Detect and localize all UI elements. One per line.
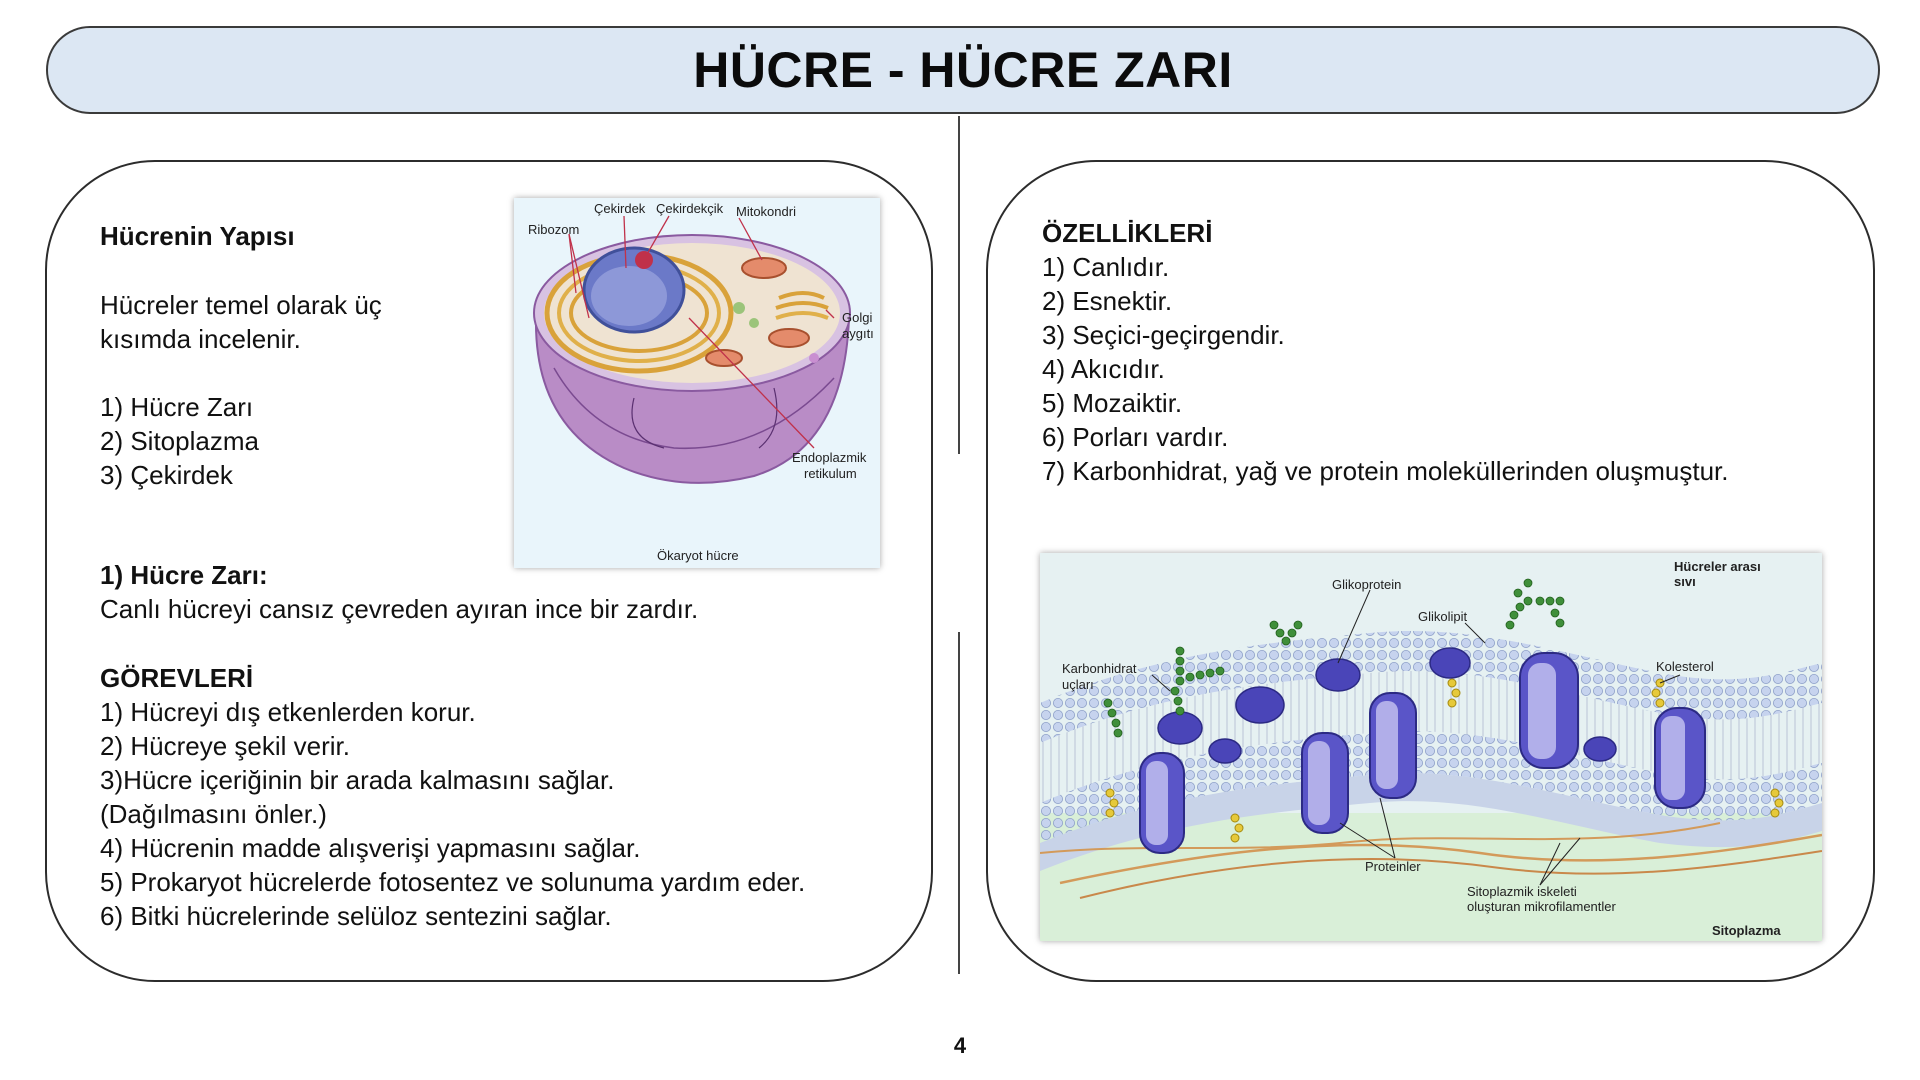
label-cytoskeleton-2: oluşturan mikrofilamentler [1467, 899, 1616, 914]
duties-heading: GÖREVLERİ [100, 663, 254, 693]
label-er: Endoplazmik [792, 450, 867, 465]
label-er-2: retikulum [804, 466, 857, 481]
center-divider-bottom [958, 632, 960, 974]
property-item: 2) Esnektir. [1042, 286, 1173, 316]
label-extracellular: Hücreler arası [1674, 559, 1761, 574]
intro-line-2: kısımda incelenir. [100, 324, 301, 354]
label-proteins: Proteinler [1365, 859, 1421, 874]
label-cytoskeleton: Sitoplazmik iskeleti [1467, 884, 1577, 899]
title-banner [46, 26, 1880, 114]
page-title: HÜCRE - HÜCRE ZARI [693, 42, 1233, 98]
property-item: 4) Akıcıdır. [1042, 354, 1165, 384]
part-item: 1) Hücre Zarı [100, 392, 254, 422]
property-item: 5) Mozaiktir. [1042, 388, 1183, 418]
duty-item: 1) Hücreyi dış etkenlerden korur. [100, 697, 476, 727]
intro-line-1: Hücreler temel olarak üç [100, 290, 382, 320]
membrane-heading: 1) Hücre Zarı: [100, 560, 268, 590]
property-item: 7) Karbonhidrat, yağ ve protein moleküllerinden oluşmuştur. [1042, 456, 1729, 486]
duty-item: (Dağılmasını önler.) [100, 799, 327, 829]
label-glycolipid: Glikolipit [1418, 609, 1468, 624]
label-cekirdek: Çekirdek [594, 201, 646, 216]
label-cekirdekcik: Çekirdekçik [656, 201, 724, 216]
cell-caption: Ökaryot hücre [657, 548, 739, 563]
label-extracellular-2: sıvı [1674, 574, 1696, 589]
structure-heading: Hücrenin Yapısı [100, 221, 295, 251]
membrane-definition: Canlı hücreyi cansız çevreden ayıran ince bir zardır. [100, 594, 699, 624]
label-ribozom: Ribozom [528, 222, 580, 237]
cell-membrane-image [1040, 553, 1822, 941]
duty-item: 3)Hücre içeriğinin bir arada kalmasını sağlar. [100, 765, 615, 795]
duty-item: 4) Hücrenin madde alışverişi yapmasını sağlar. [100, 833, 641, 863]
duty-item: 6) Bitki hücrelerinde selüloz sentezini sağlar. [100, 901, 612, 931]
part-item: 2) Sitoplazma [100, 426, 259, 456]
label-mitokondri: Mitokondri [736, 204, 796, 219]
label-cytoplasm: Sitoplazma [1712, 923, 1781, 938]
eukaryotic-cell-image [514, 198, 880, 568]
label-golgi-2: aygıtı [842, 326, 874, 341]
label-cholesterol: Kolesterol [1656, 659, 1714, 674]
page-number: 4 [953, 1033, 967, 1058]
duty-item: 5) Prokaryot hücrelerde fotosentez ve solunuma yardım eder. [100, 867, 806, 897]
property-item: 6) Porları vardır. [1042, 422, 1229, 452]
part-item: 3) Çekirdek [100, 460, 233, 490]
label-golgi: Golgi [842, 310, 873, 325]
label-glycoprotein: Glikoprotein [1332, 577, 1402, 592]
property-item: 1) Canlıdır. [1042, 252, 1170, 282]
membrane-illustration [1040, 553, 1822, 941]
property-item: 3) Seçici-geçirgendir. [1042, 320, 1285, 350]
cell-illustration [514, 198, 880, 568]
properties-heading: ÖZELLİKLERİ [1042, 218, 1213, 248]
center-divider-top [958, 116, 960, 454]
duty-item: 2) Hücreye şekil verir. [100, 731, 350, 761]
label-carbohydrate: Karbonhidrat [1062, 661, 1137, 676]
label-carbohydrate-2: uçları [1062, 677, 1094, 692]
